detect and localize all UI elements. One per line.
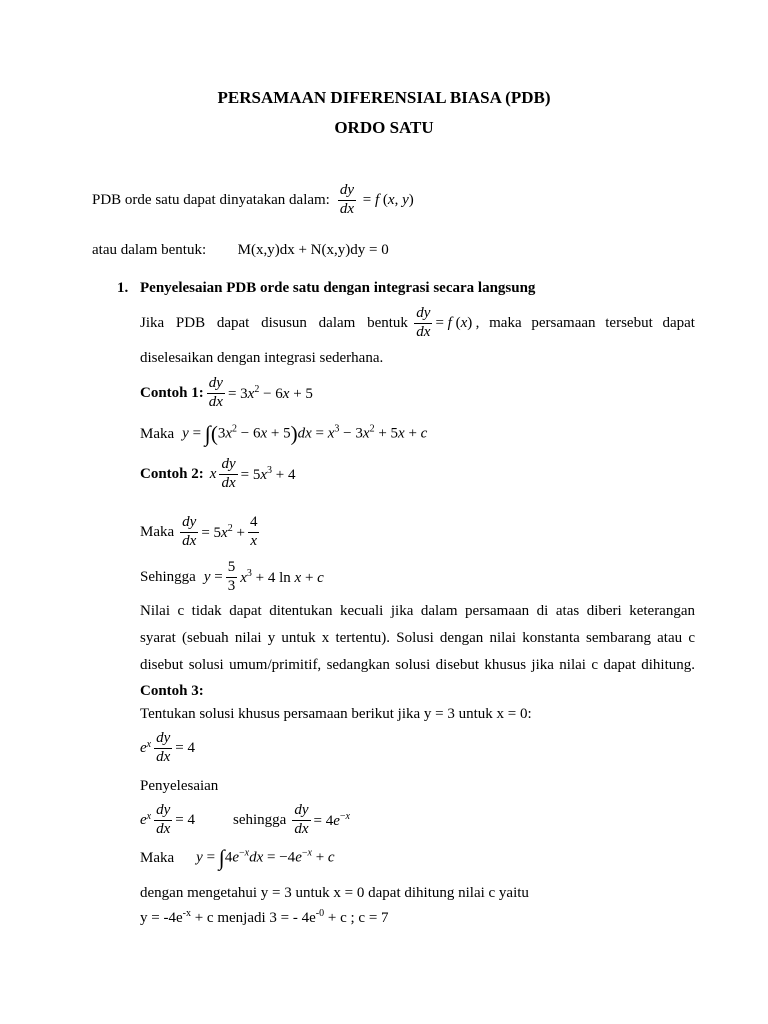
- contoh2-label: Contoh 2:: [140, 465, 204, 482]
- maka-label-2: Maka: [140, 523, 175, 540]
- final-line-1: dengan mengetahui y = 3 untuk x = 0 dapat dihitung nilai c yaitu: [140, 885, 529, 901]
- section1-inline-eq: $\frac{dy}{dx}$ = f ( x ): [416, 305, 473, 340]
- contoh2-equation: = $5x^3 + 4$: [240, 464, 296, 483]
- sehingga-lower: sehingga: [233, 811, 287, 828]
- contoh3-integral: Maka $y = \int 4e^{-x}dx = -4e^{-x} + c$: [140, 845, 335, 870]
- section1-title: Penyelesaian PDB orde satu dengan integrasi secara langsung: [140, 280, 536, 296]
- contoh3-label: Contoh 3:: [140, 683, 204, 699]
- contoh3-step: e $^x$ $\frac{dy}{dx}$ = 4 sehingga $\frac{dy}{dx}$ = $4e^{-x}$: [140, 802, 350, 837]
- contoh2-solution: Sehingga y = $\frac{5}{3}$ $x^3 + 4$ ln x + c: [140, 559, 324, 594]
- note-line-3: disebut solusi umum/primitif, sedangkan solusi disebut khusus jika nilai c dapat dihitung.: [140, 657, 695, 673]
- section1-paragraph: [140, 306, 695, 341]
- contoh2-step: Maka $\frac{dy}{dx}$ = $5x^2$ + $\frac{4}{x}$: [140, 514, 258, 549]
- section1-para-b: , maka persamaan tersebut dapat: [475, 314, 695, 331]
- dy-dx-fraction: $\frac{dy}{dx}$: [339, 182, 355, 217]
- maka-label-1: Maka: [140, 425, 175, 442]
- contoh1-equation: = $3x^2 - 6x + 5$: [227, 383, 313, 402]
- contoh3-task: Tentukan solusi khusus persamaan berikut jika y = 3 untuk x = 0:: [140, 706, 532, 722]
- sehingga-label: Sehingga: [140, 568, 196, 585]
- note-line-1: Nilai c tidak dapat ditentukan kecuali jika dalam persamaan di atas diberi keterangan: [140, 603, 695, 619]
- doc-title: PERSAMAAN DIFERENSIAL BIASA (PDB): [217, 88, 551, 107]
- note-line-2: syarat (sebuah nilai y untuk x tertentu). Solusi dengan nilai konstanta sembarang atau c: [140, 630, 695, 646]
- section1-para-c: diselesaikan dengan integrasi sederhana.: [140, 350, 384, 366]
- alt-form-label: atau dalam bentuk:: [92, 242, 207, 258]
- intro-equation: = f (x, y): [359, 191, 414, 208]
- penyelesaian-label: Penyelesaian: [140, 778, 219, 794]
- alt-form-line: [92, 242, 389, 259]
- maka-label-3: Maka: [140, 849, 175, 866]
- contoh1-integral: $y = \int(3x^2 - 6x + 5)dx = x^3 - 3x^2 + 5x + c$: [182, 421, 428, 446]
- section1-number: 1.: [117, 280, 129, 296]
- doc-subtitle: ORDO SATU: [334, 118, 434, 137]
- contoh1-solution: [140, 423, 427, 445]
- intro-line: [92, 183, 414, 218]
- final-line-2: $y = -4e^{-x} + c$ menjadi 3 = - $4e^{-0} + c$ ; c = 7: [140, 908, 389, 926]
- contoh1-label: Contoh 1: [140, 384, 199, 401]
- contoh3-equation: e $^x$ $\frac{dy}{dx}$ = 4: [140, 730, 196, 765]
- contoh1-line: Contoh 1 : $\frac{dy}{dx}$ = $3x^2 - 6x + 5$: [140, 375, 313, 410]
- section1-para-a: Jika PDB dapat disusun dalam bentuk: [140, 314, 408, 331]
- alt-form-equation: M(x,y)dx + N(x,y)dy = 0: [237, 242, 389, 258]
- contoh2-line: Contoh 2: x $\frac{dy}{dx}$ = $5x^3 + 4$: [140, 456, 296, 491]
- intro-text: PDB orde satu dapat dinyatakan dalam:: [92, 191, 330, 208]
